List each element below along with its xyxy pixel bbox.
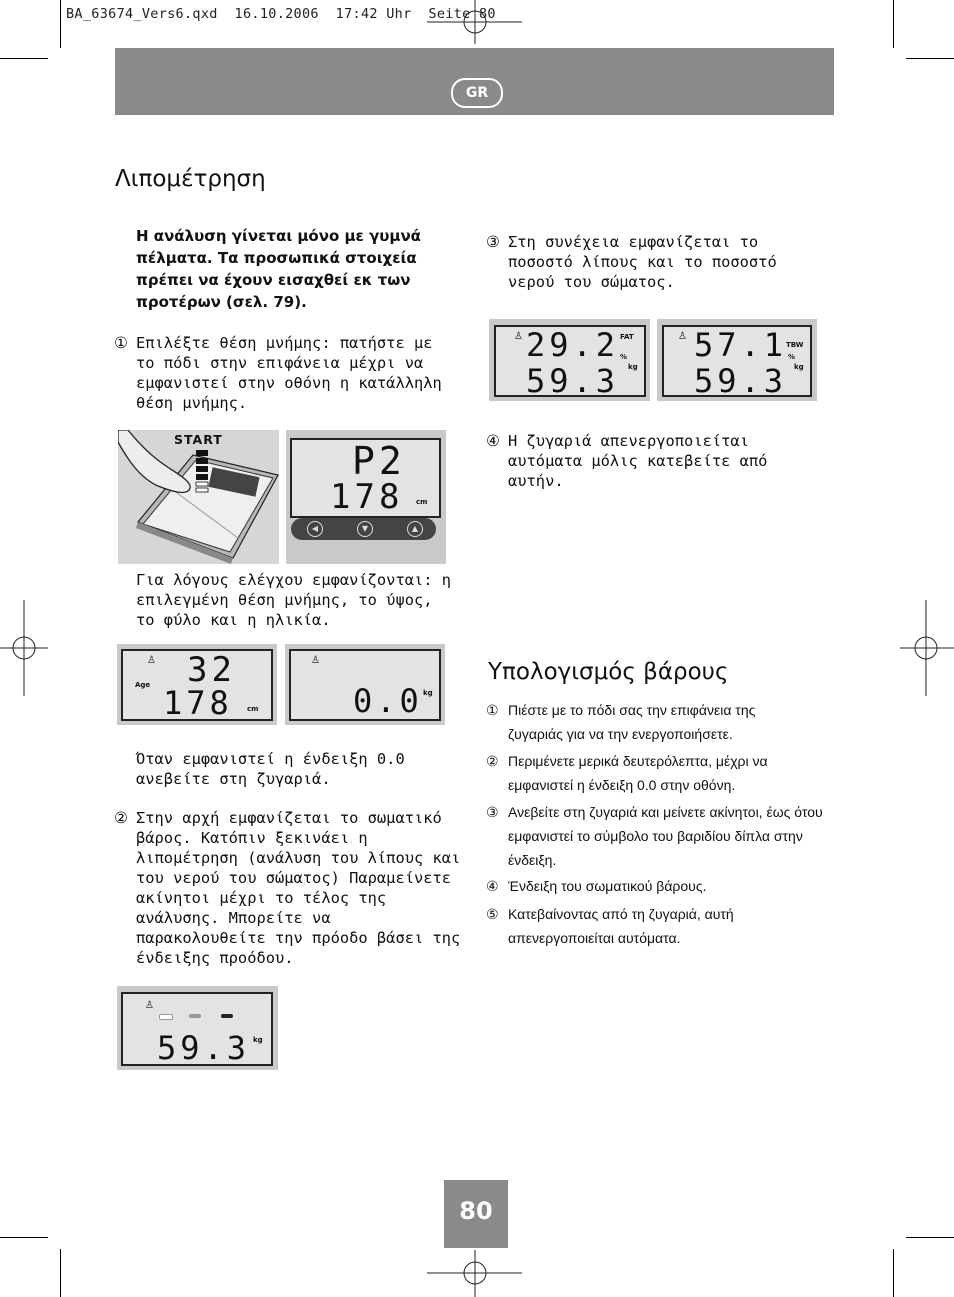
progress-segment-2 [189, 1014, 201, 1018]
lcd-panel-zero [285, 644, 445, 725]
lcd-screen [289, 649, 441, 721]
person-icon: ♙ [147, 655, 156, 666]
tbw-label: TBW [786, 341, 804, 349]
lcd-screen [121, 649, 273, 721]
percent-label: % [620, 353, 628, 361]
person-icon: ♙ [311, 655, 320, 666]
scale-start-illustration [118, 430, 279, 564]
lcd-panel-water [657, 319, 817, 401]
lcd-fat-value: 29.2 [526, 326, 620, 364]
print-header: BA_63674_Vers6.qxd 16.10.2006 17:42 Uhr Seite 80 [66, 6, 496, 22]
lcd-weight: 59.3 [694, 362, 788, 400]
unit-kg: kg [794, 363, 804, 371]
step-2 [114, 808, 462, 968]
step-1 [114, 333, 458, 413]
step-text: Επιλέξτε θέση μνήμης: πατήστε με το πόδι στην επιφάνεια μέχρι να εμφανιστεί στην οθόνη η κατάλληλη θέση μνήμης. [136, 334, 442, 412]
page-number: 80 [444, 1180, 508, 1248]
lcd-height: 178 [330, 477, 404, 517]
left-arrow-icon: ◀ [307, 521, 323, 537]
lcd-zero: 0.0 [353, 682, 423, 720]
progress-segment-3 [221, 1014, 233, 1018]
step-text: Στη συνέχεια εμφανίζεται το ποσοστό λίπους και το ποσοστό νερού του σώματος. [508, 233, 777, 291]
section-title-fat-measurement: Λιπομέτρηση [115, 166, 266, 192]
item-number: ④ [486, 878, 499, 894]
lcd-panel-memory [286, 430, 446, 564]
step-text: Η ζυγαριά απενεργοποιείται αυτόματα μόλις κατεβείτε από αυτήν. [508, 432, 768, 490]
lcd-screen [290, 438, 441, 518]
person-icon: ♙ [678, 331, 687, 342]
item-number: ① [486, 702, 499, 718]
lcd-memory-slot: P2 [352, 439, 406, 483]
step-number: ① [114, 334, 128, 352]
step-number: ③ [486, 233, 500, 251]
check-text: Για λόγους ελέγχου εμφανίζονται: η επιλεγμένη θέση μνήμης, το ύψος, το φύλο και η ηλικία. [136, 571, 452, 629]
lcd-height: 178 [163, 684, 233, 722]
person-icon: ♙ [514, 331, 523, 342]
item-text: Περιμένετε μερικά δευτερόλεπτα, μέχρι να εμφανιστεί η ένδειξη 0.0 στην οθόνη. [508, 753, 768, 793]
person-icon: ♙ [145, 1000, 154, 1011]
weighing-item-4 [486, 874, 808, 898]
lcd-panel-progress [117, 986, 278, 1070]
item-number: ⑤ [486, 906, 499, 922]
unit-cm: cm [416, 498, 428, 506]
fat-label: FAT [620, 333, 634, 341]
unit-kg: kg [628, 363, 638, 371]
lcd-weight: 59.3 [157, 1029, 251, 1067]
unit-kg: kg [423, 689, 433, 697]
button-bar [291, 518, 436, 540]
item-text: Πιέστε με το πόδι σας την επιφάνεια της ζυγαριάς για να την ενεργοποιήσετε. [508, 702, 756, 742]
start-label: START [174, 432, 223, 447]
step-text: Στην αρχή εμφανίζεται το σωματικό βάρος. Κατόπιν ξεκινάει η λιπομέτρηση (ανάλυση του λίπους και του νερού του σώματος) Παραμείνετε ακίνητοι μέχρι το τέλος της ανάλυσης. Μπορείτε να παρακολουθείτε την πρόοδο βάσει της ένδειξης προόδου. [136, 809, 461, 967]
item-number: ③ [486, 804, 499, 820]
lcd-screen [121, 992, 273, 1066]
progress-segment-1 [159, 1014, 173, 1020]
lcd-panel-fat [489, 319, 650, 401]
item-text: Κατεβαίνοντας από τη ζυγαριά, αυτή απενεργοποιείται αυτόματα. [508, 906, 734, 946]
lcd-water-value: 57.1 [694, 326, 788, 364]
weighing-item-3 [486, 800, 824, 872]
weighing-item-5 [486, 902, 808, 950]
item-text: Ανεβείτε στη ζυγαριά και μείνετε ακίνητοι, έως ότου εμφανιστεί το σύμβολο του βαριδίου δίπλα στην ένδειξη. [508, 804, 823, 868]
language-badge: GR [451, 78, 503, 108]
weighing-item-2 [486, 749, 808, 797]
step-3 [486, 232, 828, 292]
item-number: ② [486, 753, 499, 769]
step-number: ④ [486, 432, 500, 450]
item-text: Ένδειξη του σωματικού βάρους. [508, 878, 707, 894]
step-4 [486, 431, 818, 491]
unit-kg: kg [253, 1036, 263, 1044]
down-arrow-icon: ▼ [357, 521, 373, 537]
lcd-age: 32 [187, 650, 236, 690]
lcd-panel-age [117, 644, 277, 725]
lcd-weight: 59.3 [526, 362, 620, 400]
zero-text: Όταν εμφανιστεί η ένδειξη 0.0 ανεβείτε στη ζυγαριά. [136, 750, 405, 788]
up-arrow-icon: ▲ [407, 521, 423, 537]
unit-cm: cm [247, 705, 259, 713]
percent-label: % [788, 353, 796, 361]
step-number: ② [114, 809, 128, 827]
intro-note: Η ανάλυση γίνεται μόνο με γυμνά πέλματα. Τα προσωπικά στοιχεία πρέπει να έχουν εισαχθεί εκ των προτέρων (σελ. 79). [136, 227, 421, 311]
section-title-weighing: Υπολογισμός βάρους [488, 659, 729, 685]
lcd-screen [662, 325, 812, 400]
foot-on-scale-icon [118, 430, 279, 564]
weighing-item-1 [486, 698, 808, 746]
lcd-screen [494, 325, 646, 400]
age-label: Age [135, 681, 151, 689]
